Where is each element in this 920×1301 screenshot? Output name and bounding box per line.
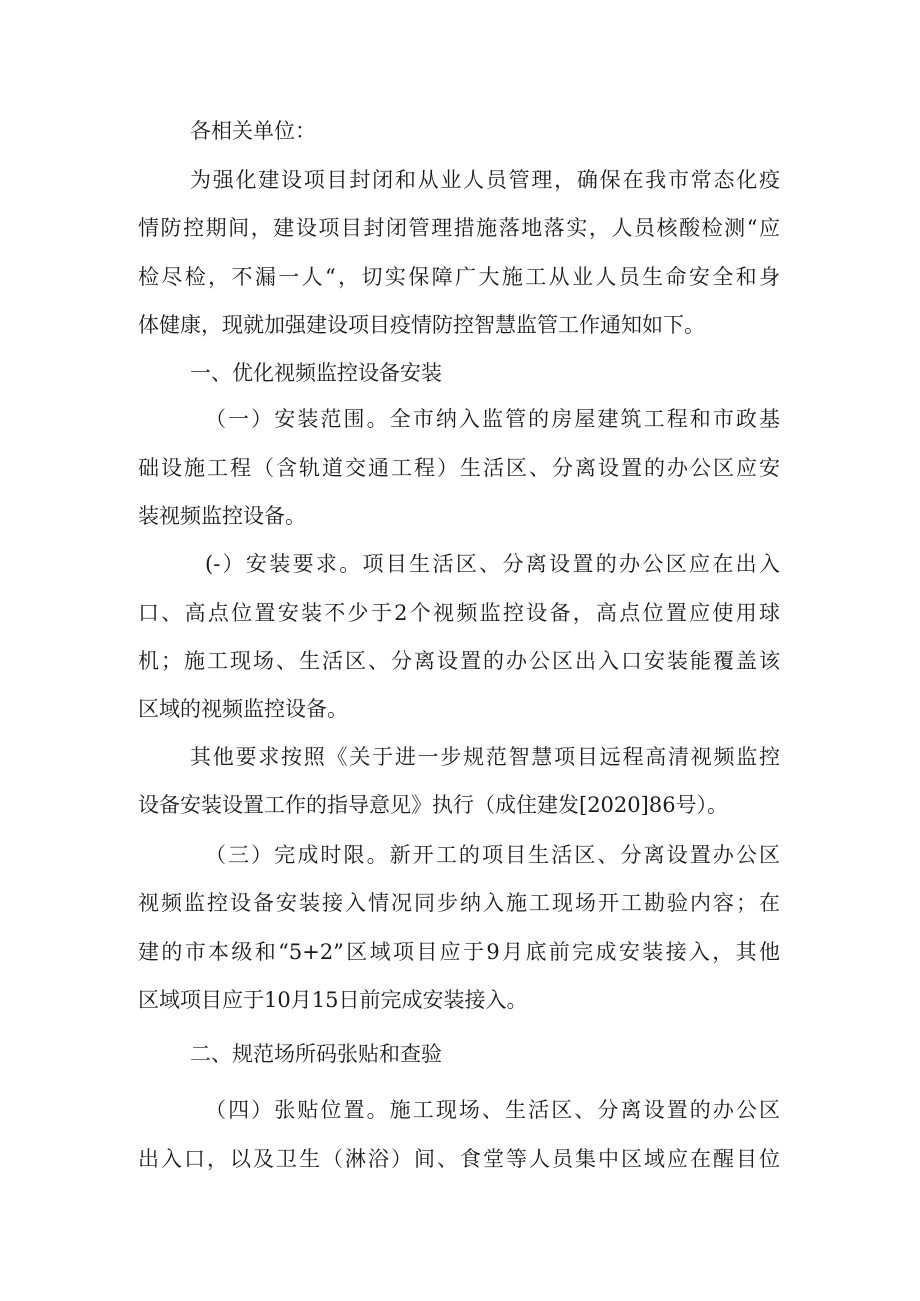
- paragraph-line: 机；施工现场、生活区、分离设置的办公区出入口安装能覆盖该: [138, 649, 780, 673]
- paragraph-line: 检尽检，不漏一人“，切实保障广大施工从业人员生命安全和身: [138, 265, 780, 289]
- paragraph-line: （四）张贴位置。施工现场、生活区、分离设置的办公区: [205, 1098, 780, 1122]
- paragraph-line: 体健康，现就加强建设项目疫情防控智慧监管工作通知如下。: [138, 313, 705, 337]
- paragraph-line: 建的市本级和“5+2”区域项目应于9月底前完成安装接入，其他: [138, 940, 780, 964]
- paragraph-line: （一）安装范围。全市纳入监管的房屋建筑工程和市政基: [205, 407, 780, 431]
- paragraph-line: 设备安装设置工作的指导意见》执行（成住建发[2020]86号）。: [138, 793, 729, 817]
- paragraph-line: （三）完成时限。新开工的项目生活区、分离设置办公区: [205, 843, 780, 867]
- paragraph-line: 区域项目应于10月15日前完成安装接入。: [138, 988, 528, 1012]
- paragraph-line: 出入口，以及卫生（淋浴）间、食堂等人员集中区域应在醒目位: [138, 1147, 780, 1171]
- section-heading: 二、规范场所码张贴和查验: [190, 1042, 442, 1066]
- paragraph-line: 视频监控设备安装接入情况同步纳入施工现场开工勘验内容；在: [138, 891, 780, 915]
- paragraph-line: 础设施工程（含轨道交通工程）生活区、分离设置的办公区应安: [138, 456, 780, 480]
- paragraph-line: 装视频监控设备。: [138, 504, 306, 528]
- paragraph-line: 情防控期间，建设项目封闭管理措施落地落实，人员核酸检测“应: [138, 216, 780, 240]
- section-heading: 一、优化视频监控设备安装: [190, 361, 442, 385]
- paragraph-line: 为强化建设项目封闭和从业人员管理，确保在我市常态化疫: [190, 168, 780, 192]
- paragraph-line: 区域的视频监控设备。: [138, 697, 348, 721]
- greeting: 各相关单位：: [190, 119, 316, 143]
- paragraph-line: 口、高点位置安装不少于2个视频监控设备，高点位置应使用球: [138, 601, 780, 625]
- paragraph-line: (-）安装要求。项目生活区、分离设置的办公区应在出入: [205, 552, 780, 576]
- paragraph-line: 其他要求按照《关于进一步规范智慧项目远程高清视频监控: [190, 745, 780, 769]
